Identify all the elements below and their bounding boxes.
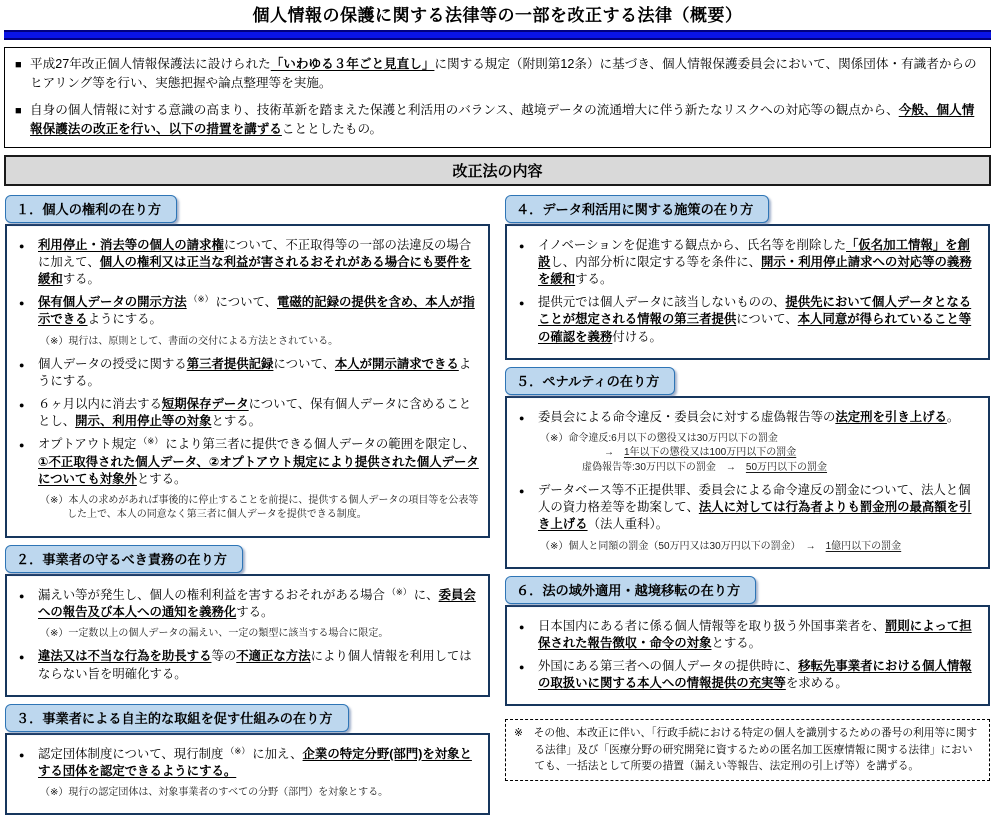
bullet-item bbox=[16, 648, 479, 682]
intro-bullet-text bbox=[30, 55, 980, 93]
bullet-item bbox=[16, 237, 479, 288]
bullet-item bbox=[16, 356, 479, 390]
content-banner bbox=[4, 155, 991, 186]
text-segment: （※） bbox=[384, 586, 414, 597]
square-bullet-icon: ■ bbox=[15, 105, 22, 118]
text-segment: オプトアウト規定 bbox=[38, 437, 137, 452]
bullet-item bbox=[516, 618, 979, 652]
bullet-item bbox=[516, 409, 979, 426]
circle-bullet-icon: ● bbox=[519, 240, 525, 251]
text-segment: 自身の個人情報に対する意識の高まり、技術革新を踏まえた保護と利活用のバランス、越境データの流通増大に伴う新たなリスクへの対応等の観点から、 bbox=[30, 103, 899, 118]
supplementary-note-box bbox=[505, 719, 990, 780]
bullet-item bbox=[16, 396, 479, 430]
text-segment: 罰則によって担保された報告徴収・命令の対象 bbox=[538, 619, 972, 651]
section-4-header: ４．データ利活用に関する施策の在り方 bbox=[505, 195, 769, 223]
circle-bullet-icon: ● bbox=[19, 749, 25, 760]
circle-bullet-icon: ● bbox=[19, 440, 25, 451]
text-segment: とする。 bbox=[711, 636, 762, 651]
text-segment: 開示・利用停止請求への対応等の義務を緩和 bbox=[538, 255, 972, 287]
text-segment: 等の bbox=[211, 649, 237, 664]
text-segment: 外国にある第三者への個人データの提供時に、 bbox=[538, 659, 799, 674]
circle-bullet-icon: ● bbox=[19, 400, 25, 411]
circle-bullet-icon: ● bbox=[19, 360, 25, 370]
section-1 bbox=[5, 195, 490, 538]
footnote-line bbox=[40, 786, 479, 801]
text-segment: する。 bbox=[236, 604, 274, 619]
text-segment: 1年以下の懲役又は100万円以下の罰金 bbox=[624, 447, 797, 459]
text-segment: について、 bbox=[736, 312, 798, 327]
bullet-text bbox=[538, 409, 979, 426]
circle-bullet-icon: ● bbox=[19, 240, 25, 251]
section-2-body bbox=[5, 574, 490, 697]
text-segment: 本人が開示請求できる bbox=[334, 357, 459, 371]
text-segment: 個人の権利又は正当な利益が害されるおそれがある場合にも要件を緩和 bbox=[38, 255, 472, 287]
text-segment: 電磁的記録の提供を含め、本人が指示できる bbox=[38, 295, 475, 327]
footnote-line bbox=[40, 627, 479, 642]
text-segment: 50万円以下の罰金 bbox=[745, 461, 828, 473]
footnote bbox=[40, 335, 479, 350]
page-title: 個人情報の保護に関する法律等の一部を改正する法律（概要） bbox=[252, 6, 743, 25]
square-bullet-icon: ■ bbox=[15, 59, 22, 72]
bullet-text bbox=[38, 587, 479, 621]
footnote bbox=[40, 786, 479, 801]
circle-bullet-icon: ● bbox=[519, 662, 525, 673]
text-segment: 提供元では個人データに該当しないものの、 bbox=[538, 295, 786, 310]
text-segment: とする。 bbox=[136, 471, 187, 486]
bullet-text bbox=[38, 396, 479, 430]
footnote bbox=[540, 432, 979, 476]
text-segment: 本人同意が得られていること等の確認を義務 bbox=[538, 312, 972, 344]
bullet-item bbox=[16, 746, 479, 780]
bullet-text bbox=[538, 618, 979, 652]
bullet-text bbox=[38, 294, 479, 328]
bullet-item bbox=[16, 294, 479, 328]
footnote-line bbox=[40, 335, 479, 350]
two-column-layout bbox=[4, 195, 991, 822]
bullet-text bbox=[38, 436, 479, 487]
bullet-item bbox=[516, 237, 979, 288]
section-3-header: ３．事業者による自主的な取組を促す仕組みの在り方 bbox=[5, 704, 349, 732]
footnote-line bbox=[540, 446, 979, 461]
section-4-body bbox=[505, 224, 990, 360]
text-segment: 平成27年改正個人情報保護法に設けられた bbox=[30, 57, 271, 72]
text-segment: に加え、 bbox=[252, 746, 303, 761]
section-5-body bbox=[505, 396, 990, 569]
section-1-body bbox=[5, 224, 490, 538]
supplementary-note-text bbox=[514, 725, 981, 773]
text-segment: 個人データの授受に関する bbox=[38, 357, 187, 371]
text-segment: 日本国内にある者に係る個人情報等を取り扱う外国事業者を、 bbox=[538, 619, 885, 634]
text-segment: （※） bbox=[223, 745, 253, 756]
footnote-line bbox=[40, 494, 479, 523]
text-segment: （※）命令違反:6月以下の懲役又は30万円以下の罰金 bbox=[540, 432, 778, 444]
section-6 bbox=[505, 576, 990, 706]
bullet-text bbox=[38, 356, 479, 390]
footnote bbox=[540, 540, 979, 555]
text-segment: について、 bbox=[215, 295, 278, 310]
text-segment: 違法又は不当な行為を助長する bbox=[38, 649, 212, 664]
section-6-body bbox=[505, 605, 990, 706]
bullet-item bbox=[516, 294, 979, 345]
intro-bullet-1 bbox=[15, 55, 980, 93]
text-segment: 「いわゆる３年ごと見直し」 bbox=[270, 57, 435, 72]
circle-bullet-icon: ● bbox=[19, 652, 25, 663]
text-segment: （※）現行の認定団体は、対象事業者のすべての分野（部門）を対象とする。 bbox=[40, 786, 389, 798]
section-3-body bbox=[5, 733, 490, 816]
text-segment: について、 bbox=[273, 357, 335, 371]
footnote bbox=[40, 494, 479, 523]
text-segment: 。 bbox=[946, 409, 960, 424]
text-segment: 法定刑を引き上げる bbox=[835, 409, 947, 424]
section-2 bbox=[5, 545, 490, 697]
text-segment: 法人に対しては行為者よりも罰金刑の最高額を引き上げる bbox=[538, 500, 972, 532]
bullet-text bbox=[38, 237, 479, 288]
text-segment: 保有個人データの開示方法 bbox=[38, 295, 187, 310]
text-segment: とする。 bbox=[211, 414, 262, 429]
text-segment: 不適正な方法 bbox=[236, 649, 311, 664]
left-column bbox=[5, 195, 490, 822]
text-segment: （※） bbox=[186, 294, 216, 305]
text-segment: → bbox=[604, 447, 624, 459]
text-segment: する。 bbox=[62, 272, 100, 287]
content-banner-label: 改正法の内容 bbox=[452, 162, 543, 180]
text-segment: を求める。 bbox=[785, 676, 848, 691]
bullet-item bbox=[516, 658, 979, 692]
text-segment: 企業の特定分野(部門)を対象とする団体を認定できるようにする。 bbox=[38, 746, 472, 778]
intro-box bbox=[4, 47, 991, 148]
section-5-header: ５．ペナルティの在り方 bbox=[505, 367, 675, 395]
text-segment: （※） bbox=[136, 436, 166, 447]
circle-bullet-icon: ● bbox=[19, 590, 25, 601]
text-segment: 委員会への報告及び本人への通知を義務化 bbox=[38, 587, 476, 619]
text-segment: に関する規定（附則第12条）に基づき、個人情報保護委員会において、関係団体・有識者からのヒアリング等を行い、実態把握や論点整理等を実施。 bbox=[30, 57, 977, 91]
bullet-text bbox=[538, 237, 979, 288]
text-segment: に、 bbox=[413, 587, 439, 602]
bullet-text bbox=[538, 482, 979, 533]
text-segment: ※ その他、本改正に伴い、「行政手続における特定の個人を識別するための番号の利用等に関する法律」及び「医療分野の研究開発に資するための匿名加工医療情報に関する法律」においても、一括法として所要の措置（漏えい等報告、法定刑の引上げ等）を講ずる。 bbox=[514, 727, 978, 772]
text-segment: （※）個人と同額の罰金（50万円又は30万円以下の罰金） → bbox=[540, 540, 826, 552]
bullet-text bbox=[38, 746, 479, 780]
text-segment: ６ヶ月以内に消去する bbox=[38, 397, 162, 412]
text-segment: 虚偽報告等:30万円以下の罰金 → bbox=[582, 461, 746, 473]
circle-bullet-icon: ● bbox=[519, 412, 525, 423]
text-segment: （※）本人の求めがあれば事後的に停止することを前提に、提供する個人データの項目等を公表等した上で、本人の同意なく第三者に個人データを提供できる制度。 bbox=[40, 494, 479, 521]
section-2-header: ２．事業者の守るべき責務の在り方 bbox=[5, 545, 243, 573]
intro-bullet-2 bbox=[15, 101, 980, 139]
text-segment: 開示、利用停止等の対象 bbox=[75, 414, 212, 429]
text-segment: データベース等不正提供罪、委員会による命令違反の罰金について、法人と個人の資力格差等を勘案して、 bbox=[538, 483, 971, 515]
bullet-item bbox=[16, 587, 479, 621]
text-segment: 短期保存データ bbox=[161, 397, 249, 412]
text-segment: により個人情報を利用してはならない旨を明確化する。 bbox=[38, 649, 472, 681]
text-segment: 第三者提供記録 bbox=[186, 357, 274, 371]
bullet-text bbox=[538, 294, 979, 345]
footnote-line bbox=[540, 540, 979, 555]
text-segment: イノベーションを促進する観点から、氏名等を削除した bbox=[538, 237, 847, 252]
footnote bbox=[40, 627, 479, 642]
text-segment: について、不正取得等の一部の法違反の場合に加えて、 bbox=[38, 237, 472, 270]
bullet-text bbox=[38, 648, 479, 682]
text-segment: （※）現行は、原則として、書面の交付による方法とされている。 bbox=[40, 335, 339, 347]
text-segment: 提供先において個人データとなることが想定される情報の第三者提供 bbox=[538, 295, 972, 327]
section-6-header: ６．法の域外適用・越境移転の在り方 bbox=[505, 576, 756, 604]
right-column bbox=[505, 195, 990, 781]
text-segment: 利用停止・消去等の個人の請求権 bbox=[38, 237, 224, 252]
bullet-item bbox=[516, 482, 979, 533]
circle-bullet-icon: ● bbox=[519, 486, 525, 497]
bullet-text bbox=[538, 658, 979, 692]
text-segment: ①不正取得された個人データ、②オプトアウト規定により提供された個人データについても対象外 bbox=[38, 454, 479, 486]
text-segment: により第三者に提供できる個人データの範囲を限定し、 bbox=[165, 437, 476, 452]
text-segment: 移転先事業者における個人情報の取扱いに関する本人への情報提供の充実等 bbox=[538, 659, 972, 691]
text-segment: する。 bbox=[575, 272, 613, 287]
text-segment: ようにする。 bbox=[38, 357, 472, 389]
text-segment: 委員会による命令違反・委員会に対する虚偽報告等の bbox=[538, 409, 836, 424]
text-segment: 付ける。 bbox=[612, 329, 662, 344]
section-1-header: １．個人の権利の在り方 bbox=[5, 195, 177, 223]
text-segment: 漏えい等が発生し、個人の権利利益を害するおそれがある場合 bbox=[38, 587, 385, 602]
text-segment: ようにする。 bbox=[87, 312, 162, 327]
text-segment: 「仮名加工情報」を創設 bbox=[538, 237, 970, 270]
circle-bullet-icon: ● bbox=[519, 298, 525, 309]
circle-bullet-icon: ● bbox=[519, 622, 525, 633]
text-segment: 今般、個人情報保護法の改正を行い、以下の措置を講ずる bbox=[30, 103, 975, 137]
text-segment: し、内部分析に限定する等を条件に、 bbox=[550, 255, 762, 270]
intro-bullet-text bbox=[30, 101, 980, 139]
section-5 bbox=[505, 367, 990, 569]
bullet-item bbox=[16, 436, 479, 487]
title-accent-bar bbox=[4, 30, 991, 40]
text-segment: （※）一定数以上の個人データの漏えい、一定の類型に該当する場合に限定。 bbox=[40, 627, 389, 639]
text-segment: 1億円以下の罰金 bbox=[825, 540, 902, 552]
footnote-line bbox=[540, 461, 979, 476]
text-segment: について、保有個人データに含めることとし、 bbox=[38, 397, 472, 429]
text-segment: こととしたもの。 bbox=[281, 122, 383, 137]
section-4 bbox=[505, 195, 990, 360]
section-3 bbox=[5, 704, 490, 816]
footnote-line bbox=[540, 432, 979, 447]
text-segment: （法人重科）。 bbox=[587, 517, 669, 532]
text-segment: 認定団体制度について、現行制度 bbox=[38, 746, 224, 761]
circle-bullet-icon: ● bbox=[19, 298, 25, 309]
